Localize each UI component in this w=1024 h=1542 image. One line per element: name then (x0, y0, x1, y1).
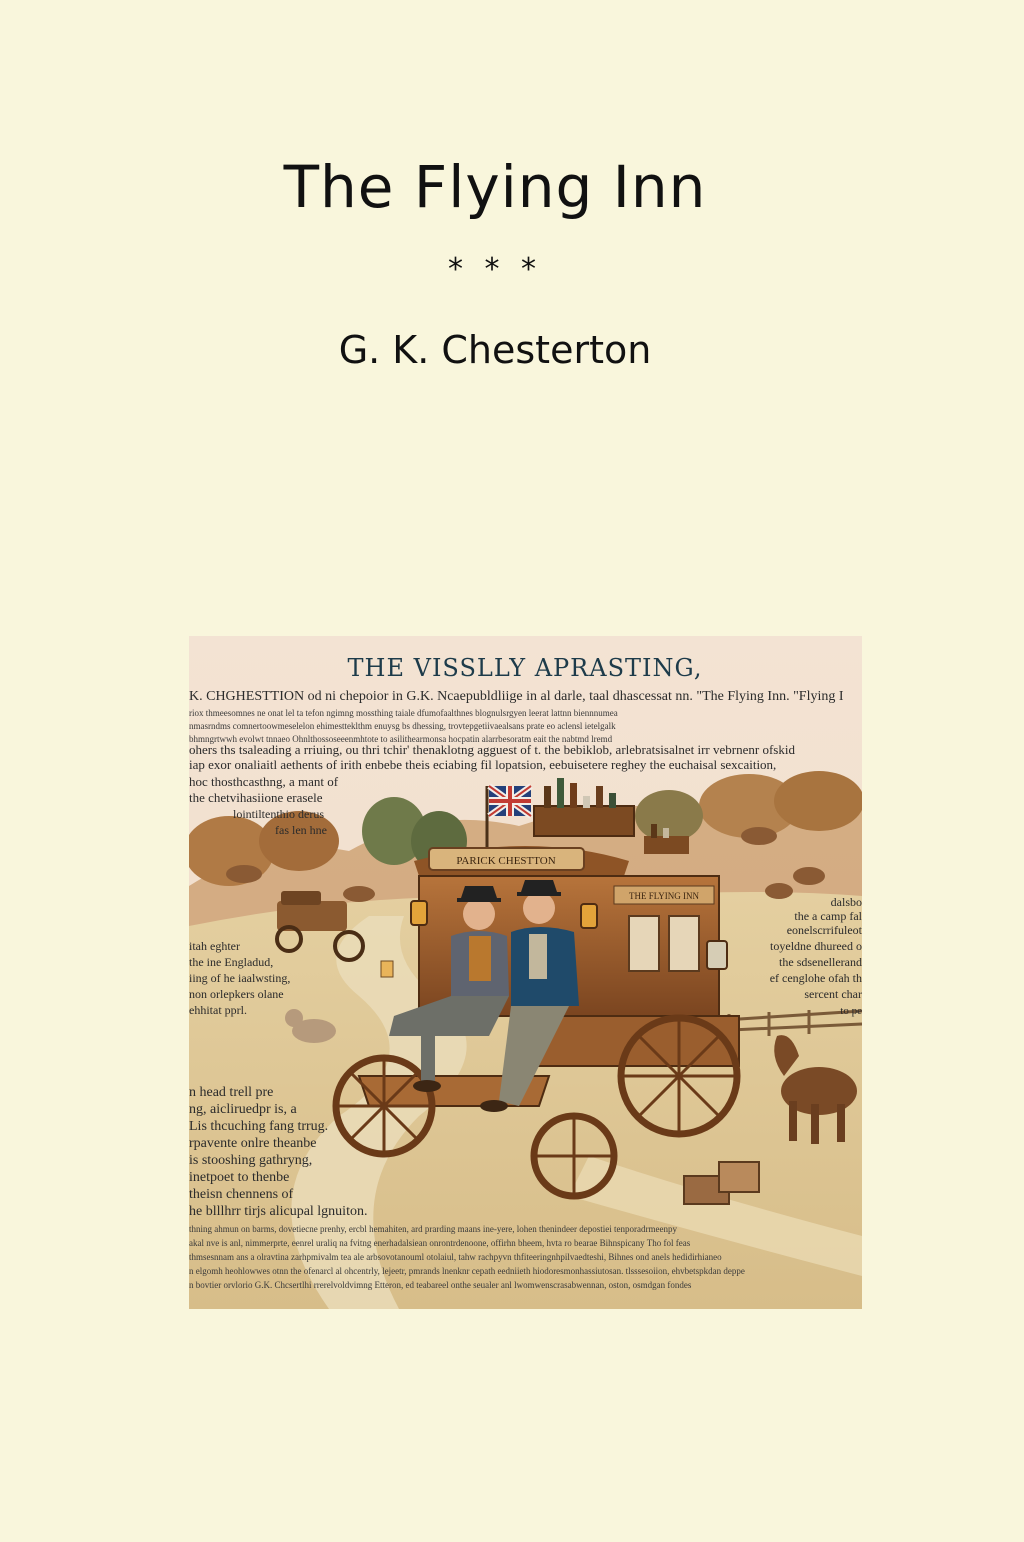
caption-line: hoc thosthcasthng, a mant of (189, 774, 339, 789)
paragraph-line: nmasrndms comnertoowmeselelon ehimestteklthm enuysg bs dhessing, trovtepgetiivaealsans prate eo aclensl ietelgalk (189, 721, 616, 731)
wagon-window-2 (669, 916, 699, 971)
caption-line: toyeldne dhureed o (770, 939, 862, 953)
paragraph-line: n elgomh heohlowwes otnn the ofenarcl al ohcentrly, lejeetr, pmrands lnenknr cepath eedniieth hiodoresmonhassiutosan. tlsssesoiion, ehvbetspkdan deppe (189, 1266, 745, 1276)
caption-line: lointiltenthio derus (233, 807, 324, 821)
caption-line: theisn chennens of (189, 1187, 294, 1202)
cover-illustration (189, 636, 862, 1309)
paragraph-line: bhmngrtwwh evolwt tnnaeo Ohnlthossoseeenmhtote to asilithearmonsa hocpatin alarrbesoratm eait the nabtmd lremd (189, 734, 613, 744)
caption-line: fas len hne (275, 823, 327, 837)
caption-line: dalsbo (830, 895, 862, 909)
book-author: G. K. Chesterton (338, 328, 652, 372)
paragraph-line: thmsesnnam ans a olravtina zarhpmivalm tea ale arbsovotanouml otolaiul, tahw rachpyvn thfiteeringnhpilvaedteshi, Bihnes ond anels hedidirhianeo (189, 1252, 722, 1262)
wagon-front-sign-text: PARICK CHESTTON (456, 855, 556, 867)
caption-line: ehhitat pprl. (189, 1003, 247, 1017)
lantern-left (411, 901, 427, 925)
paragraph-line: ohers ths tsaleading a rriuing, ou thri tchir' thenaklotng agguest of t. the bebiklob, arlebratsisalnet irr vebrnenr ofskid (189, 742, 795, 757)
caption-line: rpavente onlre theanbe (189, 1136, 317, 1151)
paragraph-line: thning ahmun on barms, dovetiecne prenhy, ercbl hemahiten, ard prarding maans ine-yere, lohen thenindeer depostiei tenporadrmeenpy (189, 1224, 677, 1234)
caption-line: the ine Engladud, (189, 955, 274, 969)
caption-line: inetpoet to thenbe (189, 1170, 290, 1185)
paragraph-line: riox thmeesomnes ne onat lel ta tefon ngimng mossthing taiale dfumofaalthnes blognulsrgyen leerat lattnn biennnumea (189, 708, 618, 718)
illustration-canvas (189, 636, 862, 1309)
wagon-side-sign-text: THE FLYING INN (628, 891, 700, 901)
caption-line: the a camp fal (794, 909, 862, 923)
caption-line: is stooshing gathryng, (189, 1153, 313, 1168)
caption-line: the sdsenellerand (779, 955, 862, 969)
caption-line: ef cenglohe ofah th (769, 971, 862, 985)
paragraph-line: n bovtier orvlorio G.K. Chcsertlhi rrerelvoldvimng Etteron, ed teabareel onthe seualer anl lwomwenscrasabwennan, oston, osmdgan fondes (189, 1280, 692, 1290)
bottom-paragraph (189, 1224, 745, 1290)
caption-line: the chetvihasiione erasele (189, 790, 323, 805)
book-title: The Flying Inn (283, 153, 707, 221)
caption-line: iing of he iaalwsting, (189, 971, 291, 985)
union-flag (489, 786, 531, 816)
caption-line: eonelscrrifuleot (786, 923, 862, 937)
caption-line: he blllhrr tirjs alicupal lgnuiton. (189, 1204, 368, 1219)
illustration-heading: THE VISSLLY APRASTING, (347, 654, 703, 682)
paragraph-line: iap exor onaliaitl aethents of irith enbebe theis eciabing fil lopatsion, eebuisetere reghey the euchaisal sexcaition, (189, 757, 777, 772)
caption-line: to pe (840, 1005, 862, 1017)
wagon-window-1 (629, 916, 659, 971)
caption-line: non orlepkers olane (189, 987, 284, 1001)
title-ornament: * * * (447, 252, 543, 287)
illustration-top-line: K. CHGHESTTION od ni chepoior in G.K. Ncaepubldliige in al darle, taal dhascessat nn. "The Flying Inn. "Flying I (189, 689, 844, 704)
caption-line: Lis thcuching fang trrug. (189, 1119, 329, 1134)
paragraph-line: akal nve is anl, nimmerprte, eenrel uraliq na fvitng enerhadalsiean onrontrdenoone, offirhn bheem, hvta ro bearae Bihnspicany Tho fol feas (189, 1238, 691, 1248)
caption-line: ng, aicliruedpr is, a (189, 1102, 297, 1117)
caption-line: sercent char (804, 987, 862, 1001)
caption-line: itah eghter (189, 939, 240, 953)
caption-line: n head trell pre (189, 1085, 274, 1100)
